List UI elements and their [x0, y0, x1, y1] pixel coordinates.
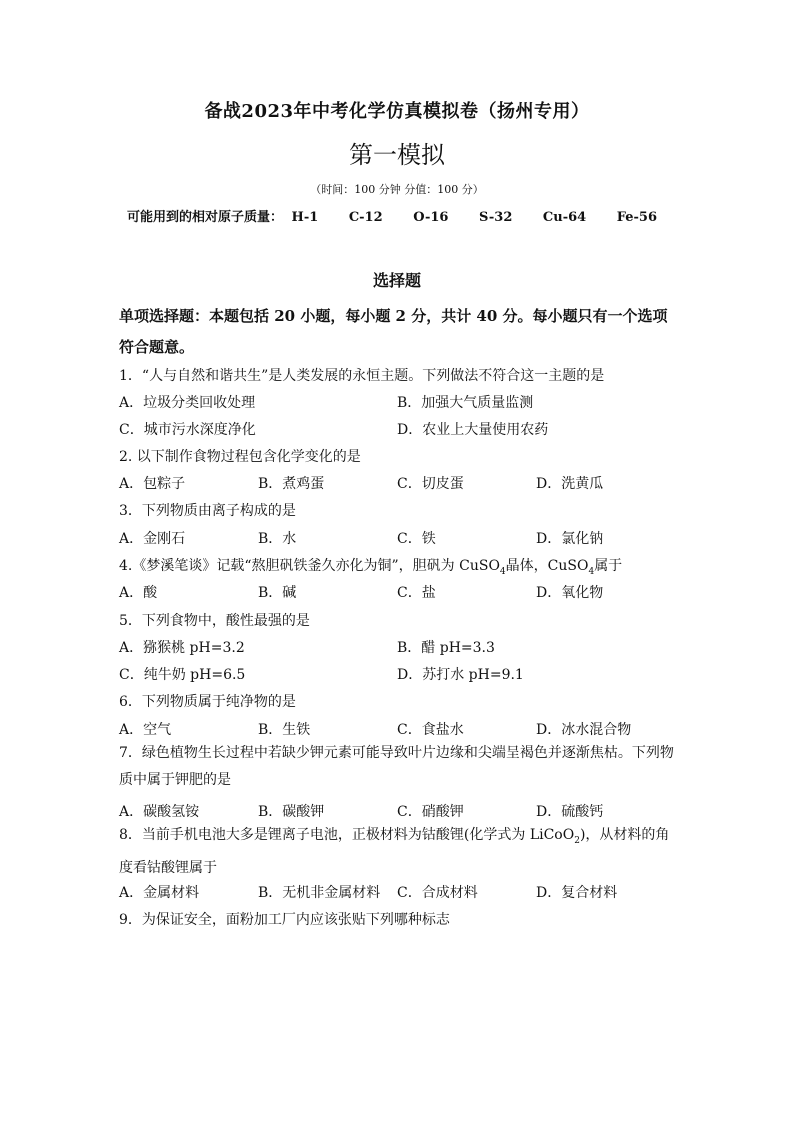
question-3-option-a: A．金刚石 [119, 531, 186, 547]
section-title: 选择题 [372, 271, 421, 290]
question-5-option-d: D．苏打水 pH=9.1 [397, 667, 524, 683]
question-1-option-b: B．加强大气质量监测 [397, 395, 534, 411]
question-6-option-d: D．冰水混合物 [536, 722, 632, 738]
question-4-option-c: C．盐 [397, 585, 436, 601]
atomic-mass-h: H-1 [291, 210, 319, 225]
question-4-stem-part-b: 晶体，CuSO [505, 558, 589, 574]
question-6-option-b: B．生铁 [258, 722, 311, 738]
question-8-stem [119, 822, 679, 882]
question-6-option-a: A．空气 [119, 722, 172, 738]
time-score-info: （时间：100 分钟 分值：100 分） [310, 183, 484, 196]
atomic-mass-o: O-16 [413, 210, 449, 225]
question-5-option-a: A．猕猴桃 pH=3.2 [119, 640, 245, 656]
question-6-option-c: C．食盐水 [397, 722, 464, 738]
question-7-option-c: C．硝酸钾 [397, 804, 464, 820]
question-8-stem-part-b: )，从材料的角度看钴酸锂属于 [119, 827, 670, 876]
question-5-option-b: B．醋 pH=3.3 [397, 640, 495, 656]
atomic-mass-s: S-32 [479, 210, 513, 225]
question-7-stem: 7．绿色植物生长过程中若缺少钾元素可能导致叶片边缘和尖端呈褐色并逐渐焦枯。下列物质中属于钾肥的是 [119, 745, 674, 788]
question-1-option-d: D．农业上大量使用农药 [397, 422, 549, 438]
question-5-option-c: C．纯牛奶 pH=6.5 [119, 667, 246, 683]
question-4-stem [119, 555, 622, 577]
question-8-stem-part-a: 8．当前手机电池大多是锂离子电池，正极材料为钴酸锂(化学式为 LiCoO [119, 827, 575, 843]
question-4-stem-part-c: 属于 [594, 558, 623, 574]
section-instructions: 单项选择题：本题包括 20 小题，每小题 2 分，共计 40 分。每小题只有一个选项符合题意。 [119, 307, 668, 356]
question-3-stem: 3．下列物质由离子构成的是 [119, 503, 296, 519]
question-4-option-a: A．酸 [119, 585, 158, 601]
atomic-mass-cu: Cu-64 [542, 210, 587, 225]
question-3-option-b: B．水 [258, 531, 297, 547]
exam-title: 备战2023年中考化学仿真模拟卷（扬州专用） [204, 101, 590, 122]
question-8-subscript: 2 [574, 835, 580, 846]
question-1-option-a: A．垃圾分类回收处理 [119, 395, 256, 411]
question-6-stem: 6．下列物质属于纯净物的是 [119, 694, 296, 710]
question-2-option-c: C．切皮蛋 [397, 476, 464, 492]
question-2-option-a: A．包粽子 [119, 476, 186, 492]
question-3-option-d: D．氯化钠 [536, 531, 604, 547]
question-4-subscript-1: 4 [499, 566, 506, 577]
question-4-option-b: B．碱 [258, 585, 297, 601]
question-3-option-c: C．铁 [397, 531, 436, 547]
atomic-mass-c: C-12 [348, 210, 383, 225]
atomic-masses-label: 可能用到的相对原子质量： [127, 210, 284, 225]
question-8-option-a: A．金属材料 [119, 885, 200, 901]
question-2-option-d: D．洗黄瓜 [536, 476, 604, 492]
atomic-masses-line [127, 206, 683, 225]
question-9-stem: 9．为保证安全，面粉加工厂内应该张贴下列哪种标志 [119, 912, 450, 928]
question-4-stem-part-a: 4.《梦溪笔谈》记载“熬胆矾铁釜久亦化为铜”，胆矾为 CuSO [119, 558, 500, 574]
question-8-option-b: B．无机非金属材料 [258, 885, 381, 901]
question-2-stem: 2. 以下制作食物过程包含化学变化的是 [119, 449, 361, 465]
question-7-option-a: A．碳酸氢铵 [119, 804, 200, 820]
question-8-option-d: D．复合材料 [536, 885, 618, 901]
question-2-option-b: B．煮鸡蛋 [258, 476, 325, 492]
question-4-option-d: D．氧化物 [536, 585, 604, 601]
question-4-subscript-2: 4 [588, 566, 595, 577]
question-7-option-b: B．碳酸钾 [258, 804, 325, 820]
question-1-option-c: C．城市污水深度净化 [119, 422, 256, 438]
question-8-option-c: C．合成材料 [397, 885, 478, 901]
atomic-mass-fe: Fe-56 [616, 210, 658, 225]
question-1-stem: 1．“人与自然和谐共生”是人类发展的永恒主题。下列做法不符合这一主题的是 [119, 368, 605, 384]
question-5-stem: 5．下列食物中，酸性最强的是 [119, 613, 310, 629]
exam-subtitle: 第一模拟 [349, 141, 445, 169]
question-7-option-d: D．硫酸钙 [536, 804, 604, 820]
